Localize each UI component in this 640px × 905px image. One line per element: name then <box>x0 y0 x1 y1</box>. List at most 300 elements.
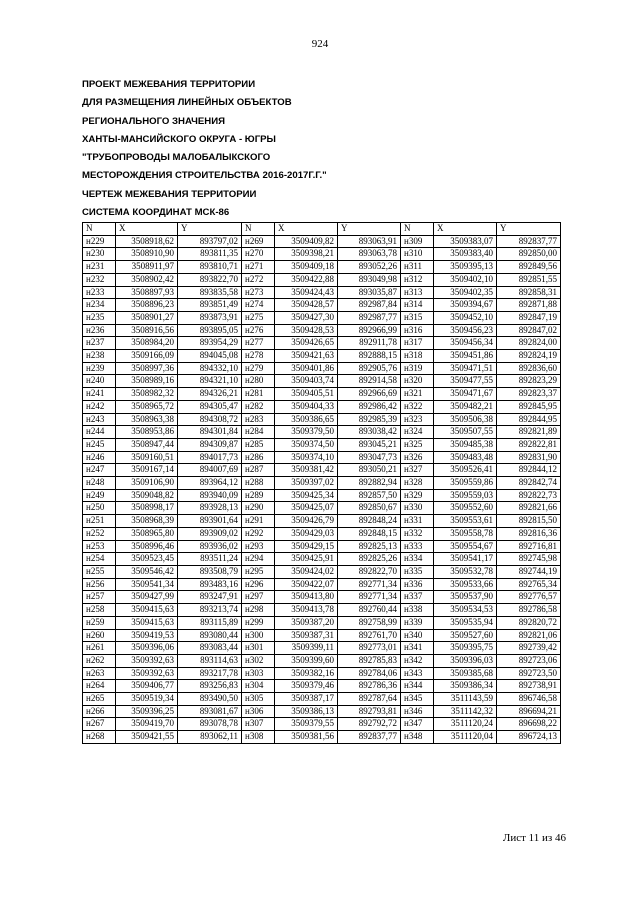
y-coordinate-cell: 894321,10 <box>178 375 242 388</box>
y-coordinate-cell: 892849,56 <box>497 261 561 274</box>
x-coordinate-cell: 3509424,02 <box>275 565 338 578</box>
point-id-cell: н243 <box>83 413 116 426</box>
heading-line: ЧЕРТЕЖ МЕЖЕВАНИЯ ТЕРРИТОРИИ <box>82 188 257 200</box>
y-coordinate-cell: 893851,49 <box>178 299 242 312</box>
point-id-cell: н293 <box>242 540 275 553</box>
y-coordinate-cell: 893901,64 <box>178 515 242 528</box>
y-coordinate-cell: 892987,84 <box>338 299 401 312</box>
y-coordinate-cell: 892847,02 <box>497 324 561 337</box>
y-coordinate-cell: 892815,50 <box>497 515 561 528</box>
point-id-cell: н311 <box>401 261 434 274</box>
table-row <box>83 261 561 274</box>
x-coordinate-cell: 3508989,16 <box>116 375 178 388</box>
heading-line: ПРОЕКТ МЕЖЕВАНИЯ ТЕРРИТОРИИ <box>82 79 256 90</box>
point-id-cell: н259 <box>83 616 116 629</box>
y-coordinate-cell: 893895,05 <box>178 324 242 337</box>
x-coordinate-cell: 3509386,34 <box>434 680 497 693</box>
y-coordinate-cell: 892871,88 <box>497 299 561 312</box>
y-coordinate-cell: 893797,02 <box>178 235 242 248</box>
y-coordinate-cell: 893490,50 <box>178 693 242 706</box>
y-coordinate-cell: 896746,58 <box>497 693 561 706</box>
point-id-cell: н267 <box>83 718 116 731</box>
point-id-cell: н291 <box>242 515 275 528</box>
y-coordinate-cell: 896724,13 <box>497 731 561 744</box>
x-coordinate-cell: 3509396,06 <box>116 642 178 655</box>
y-coordinate-cell: 894308,72 <box>178 413 242 426</box>
point-id-cell: н273 <box>242 286 275 299</box>
point-id-cell: н319 <box>401 362 434 375</box>
x-coordinate-cell: 3509558,78 <box>434 527 497 540</box>
point-id-cell: н230 <box>83 248 116 261</box>
y-coordinate-cell: 896694,21 <box>497 705 561 718</box>
y-coordinate-cell: 893078,78 <box>178 718 242 731</box>
column-header-y: Y <box>497 223 561 236</box>
x-coordinate-cell: 3509425,07 <box>275 502 338 515</box>
x-coordinate-cell: 3509396,03 <box>434 654 497 667</box>
y-coordinate-cell: 892785,83 <box>338 654 401 667</box>
point-id-cell: н236 <box>83 324 116 337</box>
x-coordinate-cell: 3509387,31 <box>275 629 338 642</box>
point-id-cell: н237 <box>83 337 116 350</box>
y-coordinate-cell: 893511,24 <box>178 553 242 566</box>
y-coordinate-cell: 892905,76 <box>338 362 401 375</box>
table-row <box>83 426 561 439</box>
point-id-cell: н306 <box>242 705 275 718</box>
y-coordinate-cell: 892966,69 <box>338 388 401 401</box>
x-coordinate-cell: 3508997,36 <box>116 362 178 375</box>
x-coordinate-cell: 3509421,63 <box>275 350 338 363</box>
y-coordinate-cell: 892986,42 <box>338 400 401 413</box>
point-id-cell: н274 <box>242 299 275 312</box>
x-coordinate-cell: 3509396,25 <box>116 705 178 718</box>
x-coordinate-cell: 3508918,62 <box>116 235 178 248</box>
table-row <box>83 413 561 426</box>
x-coordinate-cell: 3509402,35 <box>434 286 497 299</box>
x-coordinate-cell: 3509403,74 <box>275 375 338 388</box>
y-coordinate-cell: 893964,12 <box>178 477 242 490</box>
x-coordinate-cell: 3509415,63 <box>116 604 178 617</box>
x-coordinate-cell: 3509386,13 <box>275 705 338 718</box>
x-coordinate-cell: 3508984,20 <box>116 337 178 350</box>
x-coordinate-cell: 3508965,72 <box>116 400 178 413</box>
point-id-cell: н260 <box>83 629 116 642</box>
y-coordinate-cell: 892837,77 <box>338 731 401 744</box>
x-coordinate-cell: 3509402,10 <box>434 273 497 286</box>
y-coordinate-cell: 892966,99 <box>338 324 401 337</box>
y-coordinate-cell: 893483,16 <box>178 578 242 591</box>
point-id-cell: н269 <box>242 235 275 248</box>
y-coordinate-cell: 893873,91 <box>178 311 242 324</box>
point-id-cell: н329 <box>401 489 434 502</box>
y-coordinate-cell: 893035,87 <box>338 286 401 299</box>
y-coordinate-cell: 892784,06 <box>338 667 401 680</box>
point-id-cell: н253 <box>83 540 116 553</box>
y-coordinate-cell: 892911,78 <box>338 337 401 350</box>
point-id-cell: н341 <box>401 642 434 655</box>
y-coordinate-cell: 892858,31 <box>497 286 561 299</box>
column-header-y: Y <box>338 223 401 236</box>
y-coordinate-cell: 892786,36 <box>338 680 401 693</box>
x-coordinate-cell: 3509429,15 <box>275 540 338 553</box>
x-coordinate-cell: 3509392,63 <box>116 667 178 680</box>
y-coordinate-cell: 892914,58 <box>338 375 401 388</box>
x-coordinate-cell: 3509413,80 <box>275 591 338 604</box>
x-coordinate-cell: 3509533,66 <box>434 578 497 591</box>
point-id-cell: н252 <box>83 527 116 540</box>
table-row <box>83 273 561 286</box>
point-id-cell: н342 <box>401 654 434 667</box>
y-coordinate-cell: 892822,70 <box>338 565 401 578</box>
x-coordinate-cell: 3509553,61 <box>434 515 497 528</box>
x-coordinate-cell: 3509506,38 <box>434 413 497 426</box>
heading-line: СИСТЕМА КООРДИНАТ МСК-86 <box>82 207 230 219</box>
table-row <box>83 718 561 731</box>
x-coordinate-cell: 3509406,77 <box>116 680 178 693</box>
y-coordinate-cell: 892848,15 <box>338 527 401 540</box>
y-coordinate-cell: 892776,57 <box>497 591 561 604</box>
x-coordinate-cell: 3509425,34 <box>275 489 338 502</box>
y-coordinate-cell: 892847,19 <box>497 311 561 324</box>
y-coordinate-cell: 892793,81 <box>338 705 401 718</box>
y-coordinate-cell: 892820,72 <box>497 616 561 629</box>
x-coordinate-cell: 3509422,88 <box>275 273 338 286</box>
point-id-cell: н346 <box>401 705 434 718</box>
point-id-cell: н340 <box>401 629 434 642</box>
y-coordinate-cell: 892888,15 <box>338 350 401 363</box>
x-coordinate-cell: 3508916,56 <box>116 324 178 337</box>
point-id-cell: н312 <box>401 273 434 286</box>
heading-line: "ТРУБОПРОВОДЫ МАЛОБАЛЫКСКОГО <box>82 152 271 164</box>
x-coordinate-cell: 3509483,48 <box>434 451 497 464</box>
y-coordinate-cell: 892716,81 <box>497 540 561 553</box>
column-header-x: X <box>434 223 497 236</box>
x-coordinate-cell: 3509452,10 <box>434 311 497 324</box>
point-id-cell: н299 <box>242 616 275 629</box>
point-id-cell: н235 <box>83 311 116 324</box>
point-id-cell: н307 <box>242 718 275 731</box>
y-coordinate-cell: 892723,06 <box>497 654 561 667</box>
x-coordinate-cell: 3508947,44 <box>116 438 178 451</box>
document-heading <box>82 76 327 222</box>
y-coordinate-cell: 893810,71 <box>178 261 242 274</box>
x-coordinate-cell: 3509419,53 <box>116 629 178 642</box>
point-id-cell: н321 <box>401 388 434 401</box>
y-coordinate-cell: 892760,44 <box>338 604 401 617</box>
y-coordinate-cell: 892787,64 <box>338 693 401 706</box>
x-coordinate-cell: 3509559,03 <box>434 489 497 502</box>
y-coordinate-cell: 892821,06 <box>497 629 561 642</box>
heading-line: РЕГИОНАЛЬНОГО ЗНАЧЕНИЯ <box>82 115 226 127</box>
y-coordinate-cell: 893217,78 <box>178 667 242 680</box>
x-coordinate-cell: 3508896,23 <box>116 299 178 312</box>
y-coordinate-cell: 892842,74 <box>497 477 561 490</box>
point-id-cell: н330 <box>401 502 434 515</box>
x-coordinate-cell: 3511120,04 <box>434 731 497 744</box>
point-id-cell: н285 <box>242 438 275 451</box>
x-coordinate-cell: 3508982,32 <box>116 388 178 401</box>
table-row <box>83 464 561 477</box>
y-coordinate-cell: 892825,26 <box>338 553 401 566</box>
table-row <box>83 604 561 617</box>
x-coordinate-cell: 3508965,80 <box>116 527 178 540</box>
table-row <box>83 540 561 553</box>
point-id-cell: н296 <box>242 578 275 591</box>
x-coordinate-cell: 3508902,42 <box>116 273 178 286</box>
point-id-cell: н280 <box>242 375 275 388</box>
point-id-cell: н262 <box>83 654 116 667</box>
table-row <box>83 578 561 591</box>
point-id-cell: н281 <box>242 388 275 401</box>
x-coordinate-cell: 3509451,86 <box>434 350 497 363</box>
y-coordinate-cell: 893052,26 <box>338 261 401 274</box>
point-id-cell: н295 <box>242 565 275 578</box>
x-coordinate-cell: 3509160,51 <box>116 451 178 464</box>
x-coordinate-cell: 3509404,33 <box>275 400 338 413</box>
table-row <box>83 705 561 718</box>
y-coordinate-cell: 894309,87 <box>178 438 242 451</box>
table-row <box>83 350 561 363</box>
x-coordinate-cell: 3509507,55 <box>434 426 497 439</box>
x-coordinate-cell: 3509383,07 <box>434 235 497 248</box>
y-coordinate-cell: 893045,21 <box>338 438 401 451</box>
x-coordinate-cell: 3509554,67 <box>434 540 497 553</box>
x-coordinate-cell: 3509413,78 <box>275 604 338 617</box>
point-id-cell: н304 <box>242 680 275 693</box>
y-coordinate-cell: 892765,34 <box>497 578 561 591</box>
x-coordinate-cell: 3509428,57 <box>275 299 338 312</box>
point-id-cell: н268 <box>83 731 116 744</box>
point-id-cell: н305 <box>242 693 275 706</box>
y-coordinate-cell: 892857,50 <box>338 489 401 502</box>
point-id-cell: н298 <box>242 604 275 617</box>
x-coordinate-cell: 3509383,40 <box>434 248 497 261</box>
point-id-cell: н229 <box>83 235 116 248</box>
x-coordinate-cell: 3509421,55 <box>116 731 178 744</box>
y-coordinate-cell: 892771,34 <box>338 578 401 591</box>
x-coordinate-cell: 3509559,86 <box>434 477 497 490</box>
y-coordinate-cell: 893928,13 <box>178 502 242 515</box>
x-coordinate-cell: 3509399,60 <box>275 654 338 667</box>
x-coordinate-cell: 3509428,53 <box>275 324 338 337</box>
table-row <box>83 375 561 388</box>
y-coordinate-cell: 893508,79 <box>178 565 242 578</box>
point-id-cell: н249 <box>83 489 116 502</box>
point-id-cell: н261 <box>83 642 116 655</box>
point-id-cell: н234 <box>83 299 116 312</box>
page-number: 924 <box>311 38 329 50</box>
table-row <box>83 337 561 350</box>
y-coordinate-cell: 892836,60 <box>497 362 561 375</box>
y-coordinate-cell: 893083,44 <box>178 642 242 655</box>
y-coordinate-cell: 893835,58 <box>178 286 242 299</box>
point-id-cell: н254 <box>83 553 116 566</box>
point-id-cell: н286 <box>242 451 275 464</box>
point-id-cell: н348 <box>401 731 434 744</box>
y-coordinate-cell: 892824,19 <box>497 350 561 363</box>
y-coordinate-cell: 892882,94 <box>338 477 401 490</box>
point-id-cell: н328 <box>401 477 434 490</box>
y-coordinate-cell: 893063,78 <box>338 248 401 261</box>
point-id-cell: н339 <box>401 616 434 629</box>
point-id-cell: н287 <box>242 464 275 477</box>
point-id-cell: н266 <box>83 705 116 718</box>
point-id-cell: н308 <box>242 731 275 744</box>
point-id-cell: н316 <box>401 324 434 337</box>
y-coordinate-cell: 892821,89 <box>497 426 561 439</box>
point-id-cell: н336 <box>401 578 434 591</box>
y-coordinate-cell: 892837,77 <box>497 235 561 248</box>
x-coordinate-cell: 3509541,17 <box>434 553 497 566</box>
point-id-cell: н258 <box>83 604 116 617</box>
point-id-cell: н255 <box>83 565 116 578</box>
y-coordinate-cell: 892792,72 <box>338 718 401 731</box>
table-row <box>83 693 561 706</box>
x-coordinate-cell: 3509471,67 <box>434 388 497 401</box>
y-coordinate-cell: 892821,66 <box>497 502 561 515</box>
y-coordinate-cell: 892723,50 <box>497 667 561 680</box>
x-coordinate-cell: 3509106,90 <box>116 477 178 490</box>
point-id-cell: н345 <box>401 693 434 706</box>
column-header-x: X <box>116 223 178 236</box>
x-coordinate-cell: 3509541,34 <box>116 578 178 591</box>
y-coordinate-cell: 892824,00 <box>497 337 561 350</box>
x-coordinate-cell: 3508910,90 <box>116 248 178 261</box>
table-row <box>83 451 561 464</box>
y-coordinate-cell: 894305,47 <box>178 400 242 413</box>
point-id-cell: н332 <box>401 527 434 540</box>
y-coordinate-cell: 893256,83 <box>178 680 242 693</box>
y-coordinate-cell: 892738,91 <box>497 680 561 693</box>
point-id-cell: н240 <box>83 375 116 388</box>
x-coordinate-cell: 3509477,55 <box>434 375 497 388</box>
y-coordinate-cell: 892761,70 <box>338 629 401 642</box>
point-id-cell: н248 <box>83 477 116 490</box>
column-header-n: N <box>401 223 434 236</box>
y-coordinate-cell: 892816,36 <box>497 527 561 540</box>
x-coordinate-cell: 3508911,97 <box>116 261 178 274</box>
x-coordinate-cell: 3511143,59 <box>434 693 497 706</box>
point-id-cell: н331 <box>401 515 434 528</box>
y-coordinate-cell: 892831,90 <box>497 451 561 464</box>
point-id-cell: н310 <box>401 248 434 261</box>
x-coordinate-cell: 3509485,38 <box>434 438 497 451</box>
x-coordinate-cell: 3509527,60 <box>434 629 497 642</box>
y-coordinate-cell: 893247,91 <box>178 591 242 604</box>
x-coordinate-cell: 3509392,63 <box>116 654 178 667</box>
x-coordinate-cell: 3511142,32 <box>434 705 497 718</box>
y-coordinate-cell: 892758,99 <box>338 616 401 629</box>
point-id-cell: н344 <box>401 680 434 693</box>
point-id-cell: н270 <box>242 248 275 261</box>
point-id-cell: н300 <box>242 629 275 642</box>
point-id-cell: н250 <box>83 502 116 515</box>
y-coordinate-cell: 893114,63 <box>178 654 242 667</box>
y-coordinate-cell: 892851,55 <box>497 273 561 286</box>
y-coordinate-cell: 892745,98 <box>497 553 561 566</box>
point-id-cell: н241 <box>83 388 116 401</box>
point-id-cell: н276 <box>242 324 275 337</box>
point-id-cell: н246 <box>83 451 116 464</box>
x-coordinate-cell: 3509397,02 <box>275 477 338 490</box>
table-row <box>83 286 561 299</box>
table-row <box>83 299 561 312</box>
point-id-cell: н257 <box>83 591 116 604</box>
point-id-cell: н239 <box>83 362 116 375</box>
point-id-cell: н320 <box>401 375 434 388</box>
x-coordinate-cell: 3509382,16 <box>275 667 338 680</box>
y-coordinate-cell: 892744,19 <box>497 565 561 578</box>
x-coordinate-cell: 3509381,56 <box>275 731 338 744</box>
point-id-cell: н334 <box>401 553 434 566</box>
point-id-cell: н256 <box>83 578 116 591</box>
table-row <box>83 502 561 515</box>
point-id-cell: н309 <box>401 235 434 248</box>
x-coordinate-cell: 3509471,51 <box>434 362 497 375</box>
table-row <box>83 362 561 375</box>
y-coordinate-cell: 892844,12 <box>497 464 561 477</box>
heading-line: МЕСТОРОЖДЕНИЯ СТРОИТЕЛЬСТВА 2016-2017Г.Г." <box>82 170 327 182</box>
x-coordinate-cell: 3509426,65 <box>275 337 338 350</box>
point-id-cell: н284 <box>242 426 275 439</box>
x-coordinate-cell: 3508996,46 <box>116 540 178 553</box>
column-header-n: N <box>83 223 116 236</box>
point-id-cell: н315 <box>401 311 434 324</box>
table-row <box>83 248 561 261</box>
point-id-cell: н264 <box>83 680 116 693</box>
point-id-cell: н288 <box>242 477 275 490</box>
y-coordinate-cell: 892786,58 <box>497 604 561 617</box>
x-coordinate-cell: 3508897,93 <box>116 286 178 299</box>
x-coordinate-cell: 3509387,17 <box>275 693 338 706</box>
x-coordinate-cell: 3508901,27 <box>116 311 178 324</box>
table-row <box>83 591 561 604</box>
table-row <box>83 642 561 655</box>
x-coordinate-cell: 3509379,50 <box>275 426 338 439</box>
x-coordinate-cell: 3509425,91 <box>275 553 338 566</box>
y-coordinate-cell: 893954,29 <box>178 337 242 350</box>
y-coordinate-cell: 894045,08 <box>178 350 242 363</box>
heading-line: ХАНТЫ-МАНСИЙСКОГО ОКРУГА - ЮГРЫ <box>82 133 276 145</box>
point-id-cell: н242 <box>83 400 116 413</box>
x-coordinate-cell: 3508953,86 <box>116 426 178 439</box>
point-id-cell: н244 <box>83 426 116 439</box>
x-coordinate-cell: 3509422,07 <box>275 578 338 591</box>
y-coordinate-cell: 893080,44 <box>178 629 242 642</box>
table-row <box>83 553 561 566</box>
y-coordinate-cell: 892739,42 <box>497 642 561 655</box>
column-header-y: Y <box>178 223 242 236</box>
y-coordinate-cell: 892850,00 <box>497 248 561 261</box>
y-coordinate-cell: 892823,37 <box>497 388 561 401</box>
point-id-cell: н335 <box>401 565 434 578</box>
x-coordinate-cell: 3509427,99 <box>116 591 178 604</box>
table-row <box>83 629 561 642</box>
point-id-cell: н317 <box>401 337 434 350</box>
point-id-cell: н297 <box>242 591 275 604</box>
point-id-cell: н251 <box>83 515 116 528</box>
x-coordinate-cell: 3509546,42 <box>116 565 178 578</box>
y-coordinate-cell: 894017,73 <box>178 451 242 464</box>
x-coordinate-cell: 3509426,79 <box>275 515 338 528</box>
column-header-n: N <box>242 223 275 236</box>
y-coordinate-cell: 892850,67 <box>338 502 401 515</box>
point-id-cell: н318 <box>401 350 434 363</box>
y-coordinate-cell: 893811,35 <box>178 248 242 261</box>
x-coordinate-cell: 3509519,34 <box>116 693 178 706</box>
x-coordinate-cell: 3509409,82 <box>275 235 338 248</box>
point-id-cell: н289 <box>242 489 275 502</box>
x-coordinate-cell: 3511120,24 <box>434 718 497 731</box>
